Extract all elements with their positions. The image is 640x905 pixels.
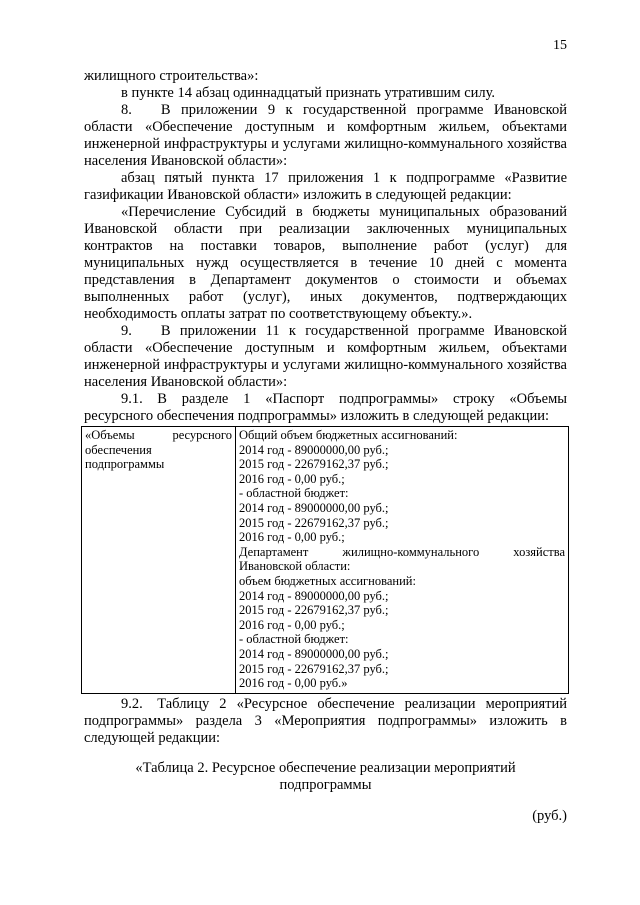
table-line: 2014 год - 89000000,00 руб.; (239, 646, 389, 661)
table-caption-line-1: «Таблица 2. Ресурсное обеспечение реализации мероприятий (135, 759, 516, 776)
resource-table (81, 426, 569, 694)
paragraph-item-9: 9. В приложении 11 к государственной программе Ивановской области «Обеспечение доступным и комфортным жильем, объектами инженерной инфраструктуры и услугами жилищно-коммунального хозяйства населения Ивановской области»: (84, 323, 567, 390)
table-line: объем бюджетных ассигнований: (239, 573, 416, 588)
table-line: 2014 год - 89000000,00 руб.; (239, 442, 389, 457)
paragraph-item-17: абзац пятый пункта 17 приложения 1 к подпрограмме «Развитие газификации Ивановской области» изложить в следующей редакции: (84, 170, 567, 203)
table-line: 2015 год - 22679162,37 руб.; (239, 515, 389, 530)
unit-label: (руб.) (532, 807, 567, 824)
page-number: 15 (553, 38, 567, 53)
paragraph-item-8: 8. В приложении 9 к государственной программе Ивановской области «Обеспечение доступным и комфортным жильем, объектами инженерной инфраструктуры и услугами жилищно-коммунального хозяйства населения Ивановской области»: (84, 102, 567, 169)
table-line: 2015 год - 22679162,37 руб.; (239, 457, 389, 472)
table-line: Департамент жилищно-коммунального хозяйства (239, 544, 565, 559)
paragraph-subsidy-quote: «Перечисление Субсидий в бюджеты муниципальных образований Ивановской области при реализации заключенных муниципальных контрактов на поставки товаров, выполнение работ (услуг) для муниципальных нужд осуществляется в течение 10 дней с момента представления в Департамент документов о стоимости и объемах выполненных работ (услуг), иных документов, подтверждающих необходимость оплаты затрат по соответствующему объекту.». (84, 204, 567, 322)
table-line: - областной бюджет: (239, 632, 349, 647)
table-line: 2015 год - 22679162,37 руб.; (239, 603, 389, 618)
table-line: 2015 год - 22679162,37 руб.; (239, 661, 389, 676)
table-cell-label: «Объемы ресурсного обеспечения подпрограммы (82, 427, 236, 694)
table-row (82, 427, 569, 694)
table-line: 2014 год - 89000000,00 руб.; (239, 588, 389, 603)
table-line: 2016 год - 0,00 руб.» (239, 676, 348, 691)
table-line: 2016 год - 0,00 руб.; (239, 530, 345, 545)
paragraph-item-14: в пункте 14 абзац одиннадцатый признать утратившим силу. (121, 85, 496, 101)
table-cell-values (236, 427, 569, 694)
table-caption-line-2: подпрограммы (279, 776, 372, 793)
table-line: 2014 год - 89000000,00 руб.; (239, 500, 389, 515)
table-line: 2016 год - 0,00 руб.; (239, 617, 345, 632)
table-line: Ивановской области: (239, 559, 351, 574)
paragraph-continuation: жилищного строительства»: (84, 68, 259, 84)
table-line: Общий объем бюджетных ассигнований: (239, 428, 458, 442)
table-line: 2016 год - 0,00 руб.; (239, 471, 345, 486)
paragraph-item-9-1: 9.1. В разделе 1 «Паспорт подпрограммы» строку «Объемы ресурсного обеспечения подпрограммы» изложить в следующей редакции: (84, 391, 567, 424)
paragraph-item-9-2: 9.2. Таблицу 2 «Ресурсное обеспечение реализации мероприятий подпрограммы» раздела 3 «Мероприятия подпрограммы» изложить в следующей редакции: (84, 695, 567, 746)
table-line: - областной бюджет: (239, 486, 349, 501)
document-body (84, 68, 567, 825)
